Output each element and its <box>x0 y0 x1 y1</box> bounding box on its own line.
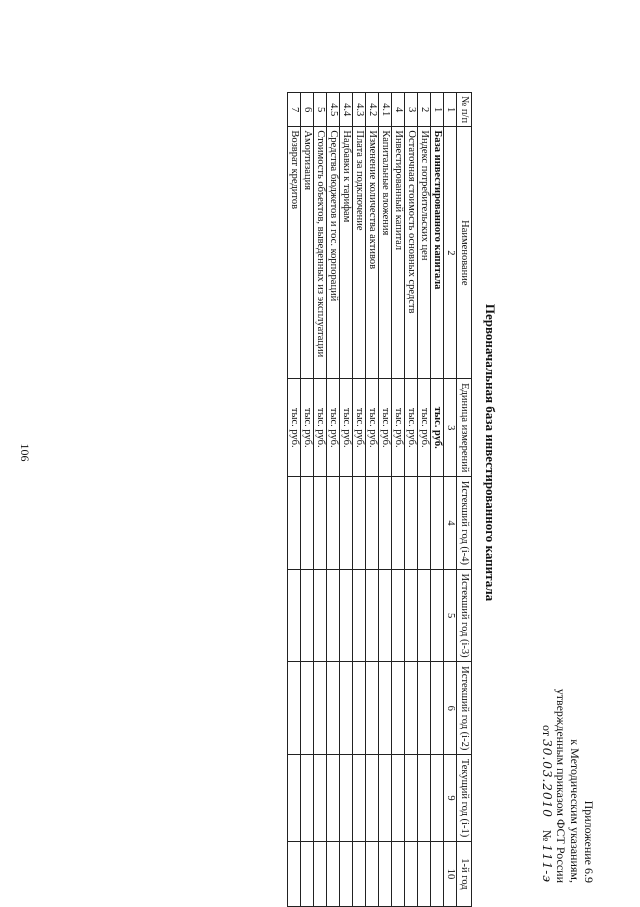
value-cell <box>353 841 366 906</box>
from-label: от <box>540 725 554 737</box>
value-cell <box>301 662 314 755</box>
value-cell <box>353 755 366 842</box>
capital-base-table <box>287 92 472 907</box>
row-name: Возврат кредитов <box>288 127 301 379</box>
value-cell <box>353 569 366 662</box>
row-number: 7 <box>288 93 301 127</box>
row-number: 3 <box>405 93 418 127</box>
row-number: 1 <box>431 93 444 127</box>
row-name: Капитальные вложения <box>379 127 392 379</box>
table-row <box>392 93 405 907</box>
value-cell <box>340 841 353 906</box>
value-cell <box>314 755 327 842</box>
value-cell <box>327 755 340 842</box>
row-number: 4.5 <box>327 93 340 127</box>
row-unit: тыс. руб. <box>405 379 418 477</box>
value-cell <box>405 477 418 570</box>
value-cell <box>288 755 301 842</box>
row-number: 4 <box>392 93 405 127</box>
value-cell <box>379 569 392 662</box>
row-unit: тыс. руб. <box>379 379 392 477</box>
row-unit: тыс. руб. <box>353 379 366 477</box>
header-cell: Единица измерений <box>457 379 472 477</box>
table-row <box>314 93 327 907</box>
value-cell <box>405 841 418 906</box>
number-label: № <box>540 829 554 842</box>
header-cell: Истекший год (i-2) <box>457 662 472 755</box>
appendix-date-line <box>540 623 554 883</box>
table-header-row <box>457 93 472 907</box>
value-cell <box>431 755 444 842</box>
value-cell <box>366 662 379 755</box>
row-name: Надбавки к тарифам <box>340 127 353 379</box>
value-cell <box>301 841 314 906</box>
header-cell: Текущий год (i-1) <box>457 755 472 842</box>
value-cell <box>366 841 379 906</box>
value-cell <box>431 662 444 755</box>
value-cell <box>288 477 301 570</box>
row-number: 2 <box>418 93 431 127</box>
value-cell <box>327 477 340 570</box>
row-name: Стоимость объектов, выведенных из эксплуатации <box>314 127 327 379</box>
row-number: 4.4 <box>340 93 353 127</box>
column-number: 5 <box>444 569 457 662</box>
table-row <box>353 93 366 907</box>
value-cell <box>301 755 314 842</box>
value-cell <box>327 841 340 906</box>
row-number: 6 <box>301 93 314 127</box>
value-cell <box>392 569 405 662</box>
row-unit: тыс. руб. <box>288 379 301 477</box>
column-number: 10 <box>444 841 457 906</box>
appendix-order: утвержденным приказом ФСТ России <box>554 688 568 883</box>
value-cell <box>405 569 418 662</box>
value-cell <box>353 477 366 570</box>
column-number: 6 <box>444 662 457 755</box>
value-cell <box>392 755 405 842</box>
value-cell <box>353 662 366 755</box>
value-cell <box>418 569 431 662</box>
row-unit: тыс. руб. <box>366 379 379 477</box>
row-unit: тыс. руб. <box>314 379 327 477</box>
value-cell <box>288 569 301 662</box>
value-cell <box>288 841 301 906</box>
value-cell <box>340 755 353 842</box>
table-row <box>288 93 301 907</box>
row-number: 4.1 <box>379 93 392 127</box>
value-cell <box>392 662 405 755</box>
value-cell <box>392 477 405 570</box>
header-cell: Истекший год (i-3) <box>457 569 472 662</box>
value-cell <box>327 569 340 662</box>
value-cell <box>340 569 353 662</box>
value-cell <box>314 841 327 906</box>
row-name: Изменение количества активов <box>366 127 379 379</box>
value-cell <box>340 477 353 570</box>
row-unit: тыс. руб. <box>418 379 431 477</box>
handwritten-date: 30.03.2010 <box>540 739 554 818</box>
table-row <box>366 93 379 907</box>
header-cell: 1-й год <box>457 841 472 906</box>
header-cell: № п/п <box>457 93 472 127</box>
value-cell <box>379 477 392 570</box>
column-number: 9 <box>444 755 457 842</box>
table-row <box>405 93 418 907</box>
row-unit: тыс. руб. <box>431 379 444 477</box>
value-cell <box>327 662 340 755</box>
value-cell <box>418 477 431 570</box>
column-number-row <box>444 93 457 907</box>
value-cell <box>418 841 431 906</box>
handwritten-number: 111-э <box>540 844 554 883</box>
value-cell <box>314 477 327 570</box>
value-cell <box>314 662 327 755</box>
value-cell <box>379 662 392 755</box>
value-cell <box>340 662 353 755</box>
value-cell <box>431 841 444 906</box>
row-name: База инвестированного капитала <box>431 127 444 379</box>
column-number: 3 <box>444 379 457 477</box>
row-name: Амортизация <box>301 127 314 379</box>
appendix-title: Приложение 6.9 <box>582 800 596 883</box>
row-name: Индекс потребительских цен <box>418 127 431 379</box>
table-body <box>288 93 444 907</box>
value-cell <box>431 569 444 662</box>
column-number: 1 <box>444 93 457 127</box>
value-cell <box>301 477 314 570</box>
appendix-note <box>540 623 596 883</box>
table-row <box>431 93 444 907</box>
row-name: Инвестированный капитал <box>392 127 405 379</box>
column-number: 4 <box>444 477 457 570</box>
document-title: Первоначальная база инвестированного капитала <box>483 303 498 602</box>
row-unit: тыс. руб. <box>340 379 353 477</box>
appendix-reference: к Методическим указаниям, <box>568 739 582 883</box>
header-cell: Наименование <box>457 127 472 379</box>
row-name: Средства бюджетов и гос. корпораций <box>327 127 340 379</box>
value-cell <box>418 755 431 842</box>
value-cell <box>405 662 418 755</box>
row-unit: тыс. руб. <box>301 379 314 477</box>
value-cell <box>366 477 379 570</box>
table-row <box>340 93 353 907</box>
value-cell <box>379 755 392 842</box>
value-cell <box>366 755 379 842</box>
table-row <box>418 93 431 907</box>
value-cell <box>288 662 301 755</box>
row-name: Остаточная стоимость основных средств <box>405 127 418 379</box>
value-cell <box>366 569 379 662</box>
row-unit: тыс. руб. <box>392 379 405 477</box>
table-row <box>301 93 314 907</box>
row-unit: тыс. руб. <box>327 379 340 477</box>
value-cell <box>405 755 418 842</box>
table-row <box>379 93 392 907</box>
row-number: 4.2 <box>366 93 379 127</box>
header-cell: Истекший год (i-4) <box>457 477 472 570</box>
page-number: 106 <box>18 443 32 462</box>
value-cell <box>314 569 327 662</box>
value-cell <box>301 569 314 662</box>
column-number: 2 <box>444 127 457 379</box>
row-name: Плата за подключение <box>353 127 366 379</box>
value-cell <box>379 841 392 906</box>
value-cell <box>392 841 405 906</box>
table-row <box>327 93 340 907</box>
row-number: 4.3 <box>353 93 366 127</box>
value-cell <box>418 662 431 755</box>
row-number: 5 <box>314 93 327 127</box>
value-cell <box>431 477 444 570</box>
